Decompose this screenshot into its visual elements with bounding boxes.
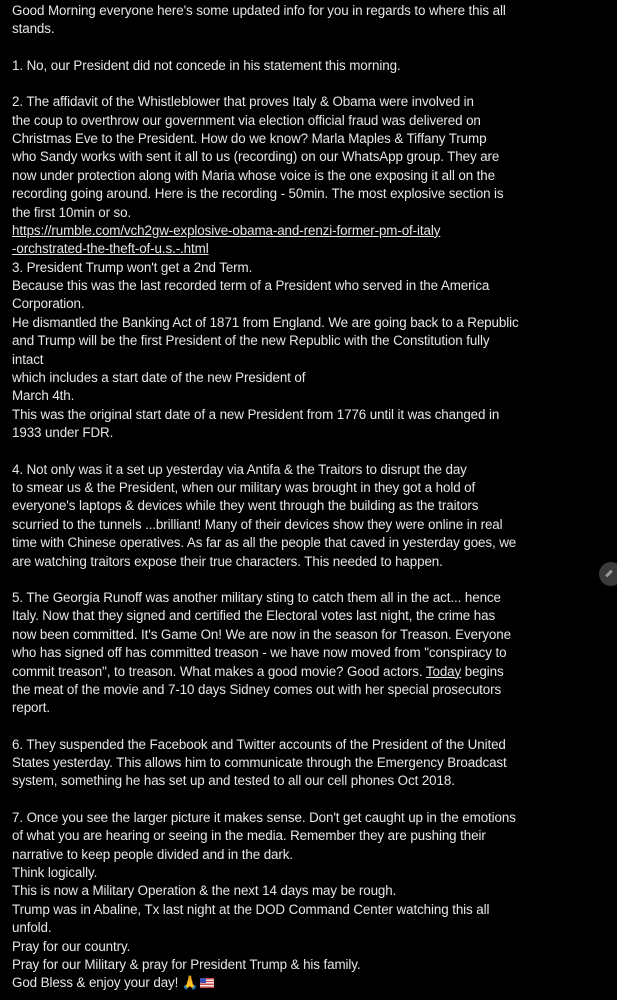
item6-line: States yesterday. This allows him to communicate through the Emergency Broadcast <box>12 755 507 771</box>
item3-line: This was the original start date of a new President from 1776 until it was changed in <box>12 406 500 422</box>
item4-line: 4. Not only was it a set up yesterday via Antifa & the Traitors to disrupt the day <box>12 461 467 477</box>
item6-line: system, something he has set up and tested to all our cell phones Oct 2018. <box>12 773 455 789</box>
paragraph-gap <box>12 39 610 57</box>
item5-line: 5. The Georgia Runoff was another military sting to catch them all in the act... hence <box>12 589 501 605</box>
paragraph-gap <box>12 791 610 809</box>
paragraph-gap <box>12 571 610 589</box>
praying-hands-icon: 🙏 <box>181 975 199 991</box>
item3-line: 3. President Trump won't get a 2nd Term. <box>12 259 253 275</box>
item2-line: who Sandy works with sent it all to us (recording) on our WhatsApp group. They are <box>12 149 500 165</box>
item7-line: 7. Once you see the larger picture it makes sense. Don't get caught up in the emotions <box>12 809 516 825</box>
item7-line: This is now a Military Operation & the next 14 days may be rough. <box>12 883 397 899</box>
item5-text: commit treason", to treason. What makes a good movie? Good actors. <box>12 663 423 679</box>
item7-line: unfold. <box>12 920 52 936</box>
item7-line: Think logically. <box>12 865 98 881</box>
item4-line: are watching traitors expose their true characters. This needed to happen. <box>12 553 443 569</box>
intro-line: stands. <box>12 21 55 37</box>
us-flag-icon <box>200 978 214 988</box>
item2-line: 2. The affidavit of the Whistleblower that proves Italy & Obama were involved in <box>12 94 474 110</box>
item7-line: Pray for our country. <box>12 938 131 954</box>
item4-line: to smear us & the President, when our military was brought in they got a hold of <box>12 479 476 495</box>
item3-line: Because this was the last recorded term of a President who served in the America <box>12 278 490 294</box>
item4-line: everyone's laptops & devices while they went through the building as the traitors <box>12 498 479 514</box>
item3-line: He dismantled the Banking Act of 1871 from England. We are going back to a Republic <box>12 314 519 330</box>
today-link[interactable]: Today <box>425 663 462 679</box>
item3-line: March 4th. <box>12 388 75 404</box>
item4-line: scurried to the tunnels ...brilliant! Many of their devices show they were online in real <box>12 516 503 532</box>
closing-line <box>12 974 610 992</box>
item2-line: the coup to overthrow our government via election official fraud was delivered on <box>12 112 481 128</box>
item2-line: the first 10min or so. <box>12 204 132 220</box>
post-text <box>12 2 610 993</box>
item4-line: time with Chinese operatives. As far as all the people that caved in yesterday goes, we <box>12 535 517 551</box>
item5-line: Italy. Now that they signed and certified the Electoral votes last night, the crime has <box>12 608 496 624</box>
intro-line: Good Morning everyone here's some updated info for you in regards to where this all <box>12 3 506 18</box>
paragraph-gap <box>12 75 610 93</box>
item7-line: of what you are hearing or seeing in the media. Remember they are pushing their <box>12 828 486 844</box>
closing-text: God Bless & enjoy your day! <box>12 975 179 991</box>
paragraph-gap <box>12 443 610 461</box>
item3-line: Corporation. <box>12 296 85 312</box>
edit-pencil-icon[interactable] <box>599 562 617 586</box>
item5-text: begins <box>461 663 504 679</box>
item5-line: now been committed. It's Game On! We are now in the season for Treason. Everyone <box>12 626 511 642</box>
item1-line: 1. No, our President did not concede in his statement this morning. <box>12 57 401 73</box>
item5-line: who has signed off has committed treason - we have now moved from "conspiracy to <box>12 645 507 661</box>
item3-line: and Trump will be the first President of the new Republic with the Constitution fully <box>12 333 490 349</box>
item5-line: the meat of the movie and 7-10 days Sidney comes out with her special prosecutors <box>12 681 502 697</box>
item7-line: narrative to keep people divided and in the dark. <box>12 846 293 862</box>
item2-line: Christmas Eve to the President. How do we know? Marla Maples & Tiffany Trump <box>12 130 487 146</box>
recording-link[interactable]: https://rumble.com/vch2gw-explosive-obama-and-renzi-former-pm-of-italy <box>12 222 441 238</box>
item7-line: Pray for our Military & pray for President Trump & his family. <box>12 956 361 972</box>
item5-line <box>12 663 610 681</box>
item5-line: report. <box>12 700 51 716</box>
item3-line: intact <box>12 351 44 367</box>
item6-line: 6. They suspended the Facebook and Twitter accounts of the President of the United <box>12 736 506 752</box>
item3-line: which includes a start date of the new President of <box>12 370 306 386</box>
item7-line: Trump was in Abaline, Tx last night at the DOD Command Center watching this all <box>12 901 490 917</box>
item2-line: now under protection along with Maria whose voice is the one exposing it all on the <box>12 167 495 183</box>
recording-link-continued[interactable]: -orchstrated-the-theft-of-u.s.-.html <box>12 241 209 257</box>
paragraph-gap <box>12 718 610 736</box>
item3-line: 1933 under FDR. <box>12 425 114 441</box>
item2-line: recording going around. Here is the recording - 50min. The most explosive section is <box>12 186 504 202</box>
